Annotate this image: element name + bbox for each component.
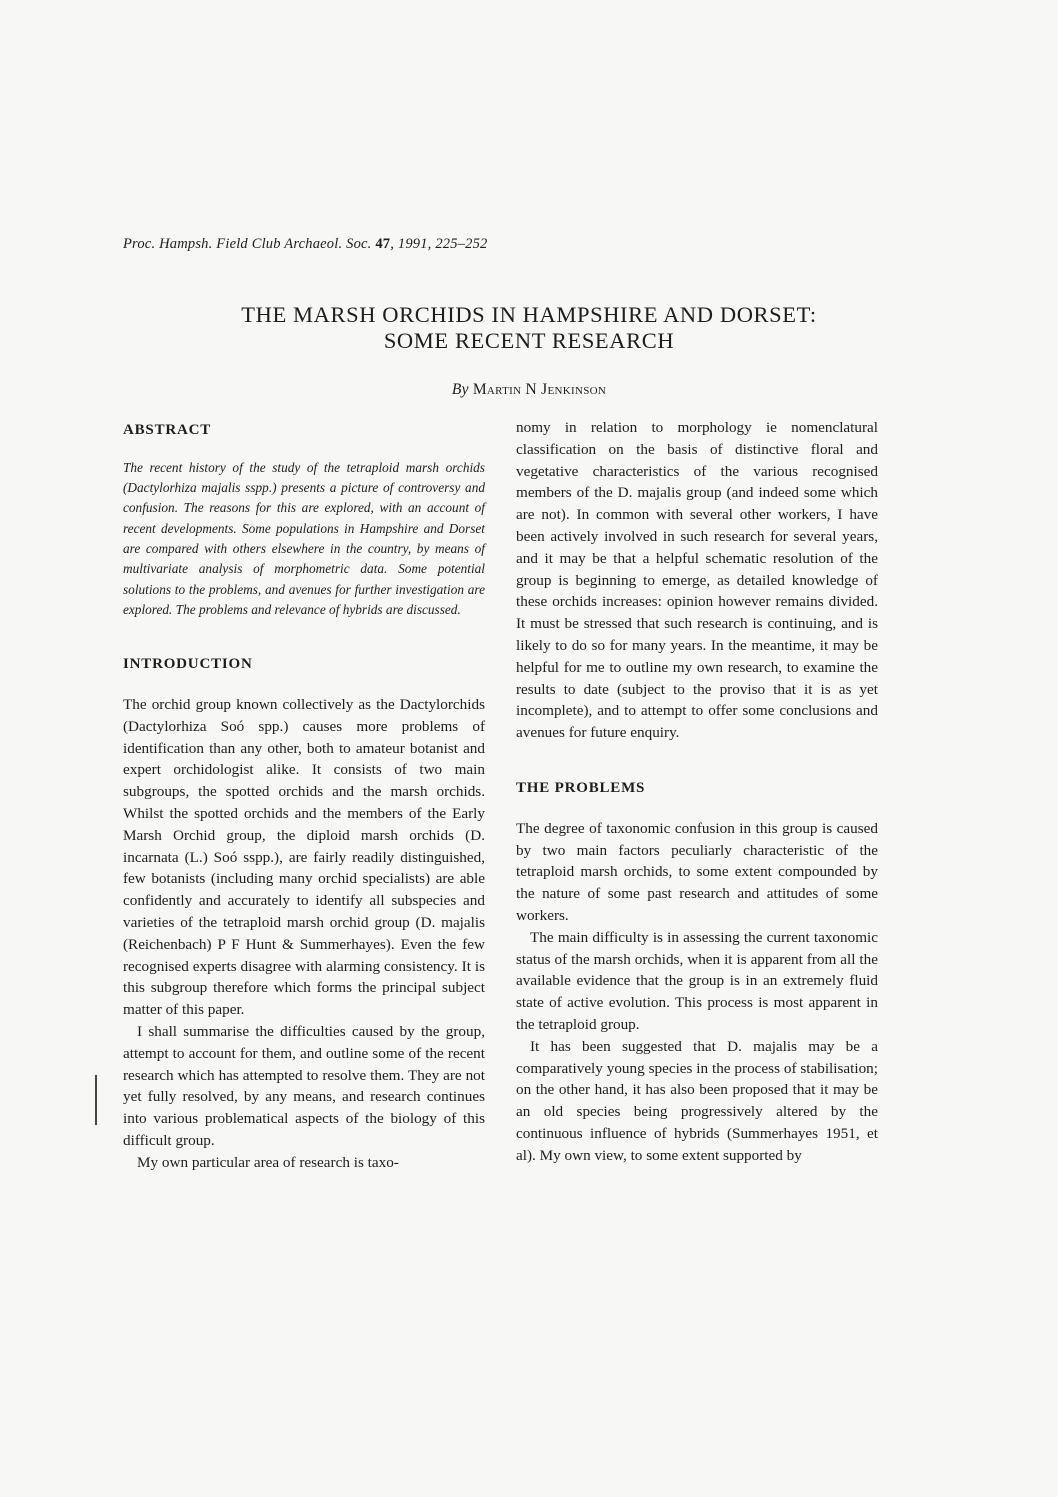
citation-volume: 47 (375, 236, 391, 252)
right-column (516, 417, 878, 1167)
byline-by: By (451, 381, 469, 398)
introduction-heading: INTRODUCTION (123, 656, 253, 673)
paper-title (0, 302, 1058, 354)
author-byline (0, 381, 1058, 399)
problems-heading: THE PROBLEMS (516, 779, 646, 796)
abstract-text: The recent history of the study of the tetraploid marsh orchids (Dactylorhiza majalis sspp.) presents a picture of controversy and confusion. The reasons for this are explored, with an account of recent developments. Some populations in Hampshire and Dorset are compared with others elsewhere in the country, by means of multivariate analysis of morphometric data. Some potential solutions to the problems, and avenues for further investigation are explored. The problems and relevance of hybrids are discussed. (123, 459, 485, 617)
journal-citation (123, 236, 487, 253)
scan-margin-mark (95, 1075, 97, 1125)
title-line-2: SOME RECENT RESEARCH (383, 328, 675, 353)
citation-journal: Proc. Hampsh. Field Club Archaeol. Soc. (123, 236, 372, 252)
problems-paragraph-3: It has been suggested that D. majalis may be a comparatively young species in the process of stabilisation; on the other hand, it has also been proposed that it may be an old species being progressively altered by the continuous influence of hybrids (Summerhayes 1951, et al). My own view, to some extent supported by (516, 1037, 878, 1164)
citation-year-pages: , 1991, 225–252 (390, 236, 488, 252)
intro-paragraph-2: I shall summarise the difficulties caused by the group, attempt to account for them, and outline some of the recent research which has attempted to resolve them. They are not yet fully resolved, by any means, and research continues into various problematical aspects of the biology of this difficult group. (123, 1022, 485, 1149)
intro-paragraph-1: The orchid group known collectively as the Dactylorchids (Dactylorhiza Soó spp.) causes more problems of identification than any other, both to amateur botanist and expert orchidologist alike. It consists of two main subgroups, the spotted orchids and the marsh orchids. Whilst the spotted orchids and the members of the Early Marsh Orchid group, the diploid marsh orchids (D. incarnata (L.) Soó sspp.), are fairly readily distinguished, few botanists (including many orchid specialists) are able confidently and accurately to identify all subspecies and varieties of the tetraploid marsh orchid group (D. majalis (Reichenbach) P F Hunt & Summerhayes). Even the few recognised experts disagree with alarming consistency. It is this subgroup therefore which forms the principal subject matter of this paper. (123, 695, 485, 1019)
abstract-heading: ABSTRACT (123, 422, 212, 438)
intro-continuation: nomy in relation to morphology ie nomenclatural classification on the basis of distinctive floral and vegetative characteristics of the various recognised members of the D. majalis group (and indeed some which are not). In common with several other workers, I have been actively involved in such research for several years, and it may be that a helpful schematic resolution of the group is beginning to emerge, as detailed knowledge of these orchids increases: opinion however remains divided. It must be stressed that such research is continuing, and is likely to do so for many years. In the meantime, it may be helpful for me to outline my own research, to examine the results to date (subject to the proviso that it is as yet incomplete), and to attempt to offer some conclusions and avenues for future enquiry. (516, 419, 878, 742)
left-column (123, 420, 485, 1174)
author-name: Martin N Jenkinson (472, 381, 607, 398)
intro-paragraph-3: My own particular area of research is taxo- (137, 1153, 399, 1171)
problems-paragraph-2: The main difficulty is in assessing the current taxonomic status of the marsh orchids, when it is apparent from all the available evidence that the group is in an extremely fluid state of active evolution. This process is most apparent in the tetraploid group. (516, 928, 878, 1033)
problems-paragraph-1: The degree of taxonomic confusion in this group is caused by two main factors peculiarly characteristic of the tetraploid marsh orchids, to some extent compounded by the nature of some past research and attitudes of some workers. (516, 819, 878, 924)
title-line-1: THE MARSH ORCHIDS IN HAMPSHIRE AND DORSET: (241, 302, 817, 327)
